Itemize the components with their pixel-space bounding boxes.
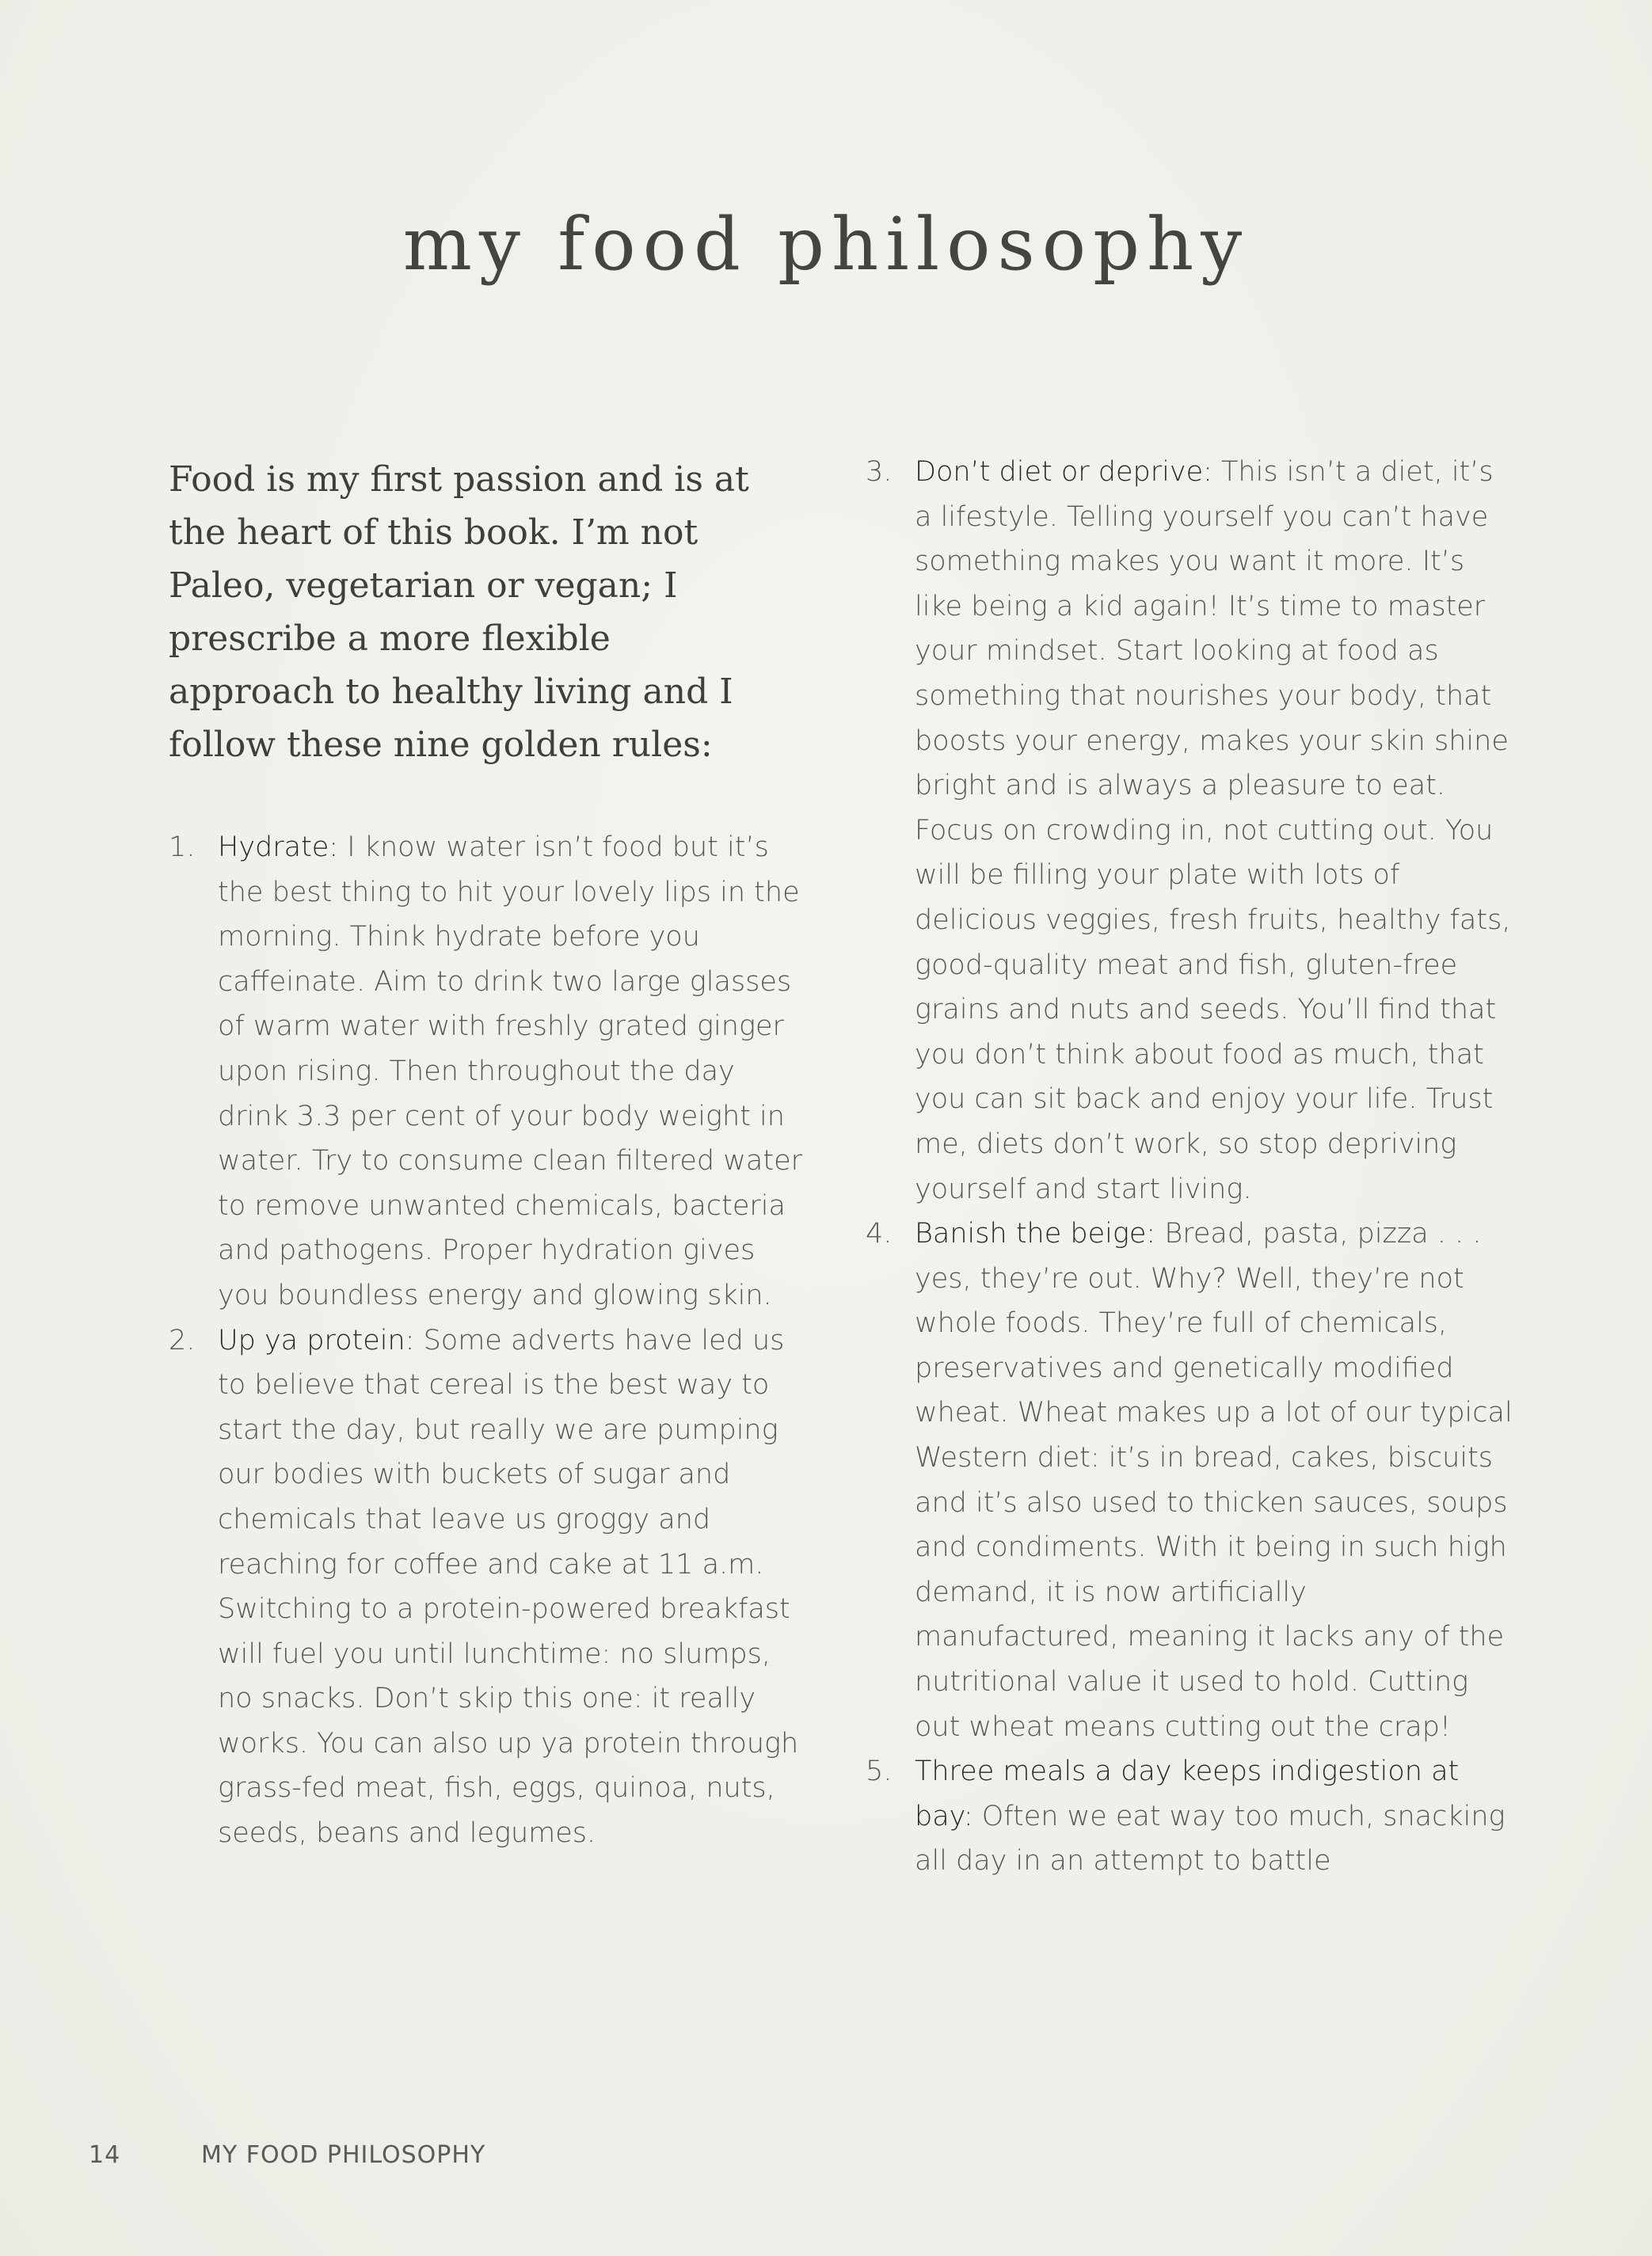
rule-text: Often we eat way too much, snacking all day in an attempt to battle xyxy=(915,1800,1505,1877)
rule-heading: Hydrate: xyxy=(218,831,339,863)
rule-text: This isn’t a diet, it’s a lifestyle. Telling yourself you can’t have something makes you want it more. It’s like being a kid again! It’s time to master your mindset. Start looking at food as something that nourishes your body, that boosts your energy, makes your skin shine bright and is always a pleasure to eat. Focus on crowding in, not cutting out. You will be filling your plate with lots of delicious veggies, fresh fruits, healthy fats, good-quality meat and fish, gluten-free grains and nuts and seeds. You’ll find that you don’t think about food as much, that you can sit back and enjoy your life. Trust me, diets don’t work, so stop depriving yourself and start living. xyxy=(915,456,1511,1205)
rule-item xyxy=(866,1212,1515,1749)
left-column xyxy=(169,453,802,1856)
rule-item xyxy=(866,1749,1515,1884)
running-header: MY FOOD PHILOSOPHY xyxy=(201,2141,486,2169)
rule-number: 3. xyxy=(866,456,893,488)
page-title: my food philosophy xyxy=(402,202,1250,287)
rule-item xyxy=(866,450,1515,1212)
intro-paragraph: Food is my first passion and is at the heart of this book. I’m not Paleo, vegetarian or vegan; I prescribe a more flexible approach to healthy living and I follow these nine golden rules: xyxy=(169,459,749,765)
rule-number: 4. xyxy=(866,1218,893,1250)
rule-heading: Don’t diet or deprive: xyxy=(915,456,1212,488)
page-footer xyxy=(89,2141,485,2169)
rules-list-left xyxy=(169,825,802,1856)
rules-list-right xyxy=(866,450,1515,1884)
rule-number: 5. xyxy=(866,1756,893,1788)
rule-item xyxy=(169,1318,802,1856)
page-number: 14 xyxy=(89,2141,121,2169)
rule-item xyxy=(169,825,802,1318)
rule-heading: Three meals a day keeps indigestion at bay: xyxy=(915,1756,1460,1832)
rule-heading: Up ya protein: xyxy=(218,1324,415,1356)
right-column xyxy=(866,450,1515,1884)
rule-text: Bread, pasta, pizza . . . yes, they’re out. Why? Well, they’re not whole foods. They’re full of chemicals, preservatives and genetically modified wheat. Wheat makes up a lot of our typical Western diet: it’s in bread, cakes, biscuits and it’s also used to thicken sauces, soups and condiments. With it being in such high demand, it is now artificially manufactured, meaning it lacks any of the nutritional value it used to hold. Cutting out wheat means cutting out the crap! xyxy=(915,1218,1513,1743)
rule-number: 2. xyxy=(169,1324,196,1356)
rule-text: I know water isn’t food but it’s the best thing to hit your lovely lips in the morning. Think hydrate before you caffeinate. Aim to drink two large glasses of warm water with freshly grated ginger upon rising. Then throughout the day drink 3.3 per cent of your body weight in water. Try to consume clean filtered water to remove unwanted chemicals, bacteria and pathogens. Proper hydration gives you boundless energy and glowing skin. xyxy=(218,831,802,1311)
rule-number: 1. xyxy=(169,831,196,863)
rule-text: Some adverts have led us to believe that cereal is the best way to start the day, but really we are pumping our bodies with buckets of sugar and chemicals that leave us groggy and reaching for coffee and cake at 11 a.m. Switching to a protein-powered breakfast will fuel you until lunchtime: no slumps, no snacks. Don’t skip this one: it really works. You can also up ya protein through grass-fed meat, fish, eggs, quinoa, nuts, seeds, beans and legumes. xyxy=(218,1324,799,1850)
rule-heading: Banish the beige: xyxy=(915,1218,1156,1250)
